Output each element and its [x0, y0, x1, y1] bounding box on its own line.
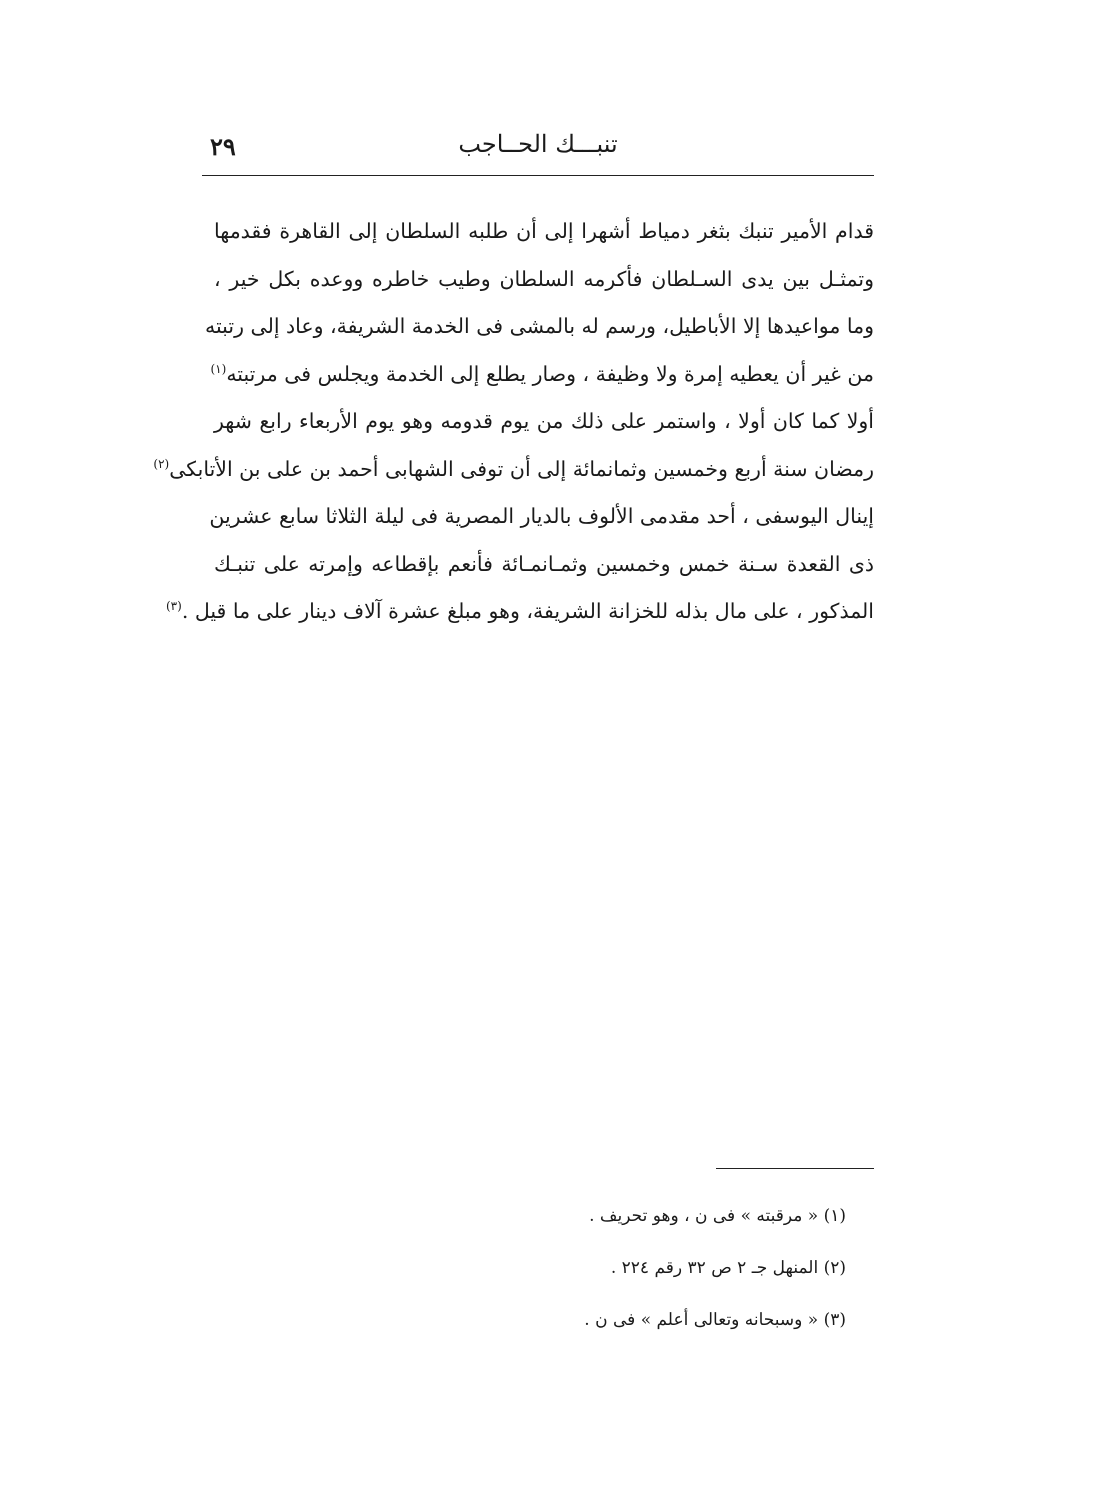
header-rule — [202, 175, 874, 176]
running-title: تنبـــك الحــاجب — [458, 130, 618, 158]
text-line-7: إينال اليوسفى ، أحد مقدمى الألوف بالديار المصرية فى ليلة الثلاثا سابع عشرين — [209, 504, 874, 528]
page-number: ٢٩ — [210, 132, 236, 161]
footnote-ref-1[interactable]: (١) — [210, 361, 227, 376]
text-line-3: وما مواعيدها إلا الأباطيل، ورسم له بالمشى فى الخدمة الشريفة، وعاد إلى رتبته — [205, 314, 874, 338]
body-text — [153, 208, 874, 636]
running-header — [202, 128, 874, 174]
footnote-ref-3[interactable]: (٣) — [165, 599, 182, 614]
footnote-2: (٢) المنهل جـ ٢ ص ٣٢ رقم ٢٢٤ . — [610, 1258, 846, 1278]
text-line-4 — [210, 351, 874, 399]
text-line-9-content: المذكور ، على مال بذله للخزانة الشريفة، وهو مبلغ عشرة آلاف دينار على ما قيل . — [181, 599, 874, 623]
footnotes — [470, 1190, 846, 1346]
footnote-ref-2[interactable]: (٢) — [153, 456, 170, 471]
text-line-9 — [165, 588, 874, 636]
footnote-1: (١) « مرقبته » فى ن ، وهو تحريف . — [589, 1206, 846, 1226]
text-line-2: وتمثـل بين يدى السـلطان فأكرمه السلطان وطيب خاطره ووعده بكل خير ، — [214, 266, 874, 291]
text-line-6-content: رمضان سنة أربع وخمسين وثمانمائة إلى أن توفى الشهابى أحمد بن على بن الأتابكى — [169, 456, 874, 481]
text-line-4-content: من غير أن يعطيه إمرة ولا وظيفة ، وصار يطلع إلى الخدمة ويجلس فى مرتبته — [226, 361, 874, 386]
text-line-8: ذى القعدة سـنة خمس وخمسين وثمـانمـائة فأنعم بإقطاعه وإمرته على تنبـك — [214, 551, 874, 576]
footnote-3: (٣) « وسبحانه وتعالى أعلم » فى ن . — [584, 1310, 846, 1330]
footnote-rule — [716, 1168, 874, 1169]
text-line-5: أولا كما كان أولا ، واستمر على ذلك من يوم قدومه وهو يوم الأربعاء رابع شهر — [214, 409, 874, 433]
text-line-1: قدام الأمير تنبك بثغر دمياط أشهرا إلى أن طلبه السلطان إلى القاهرة فقدمها — [214, 219, 874, 243]
text-line-6 — [153, 446, 874, 494]
